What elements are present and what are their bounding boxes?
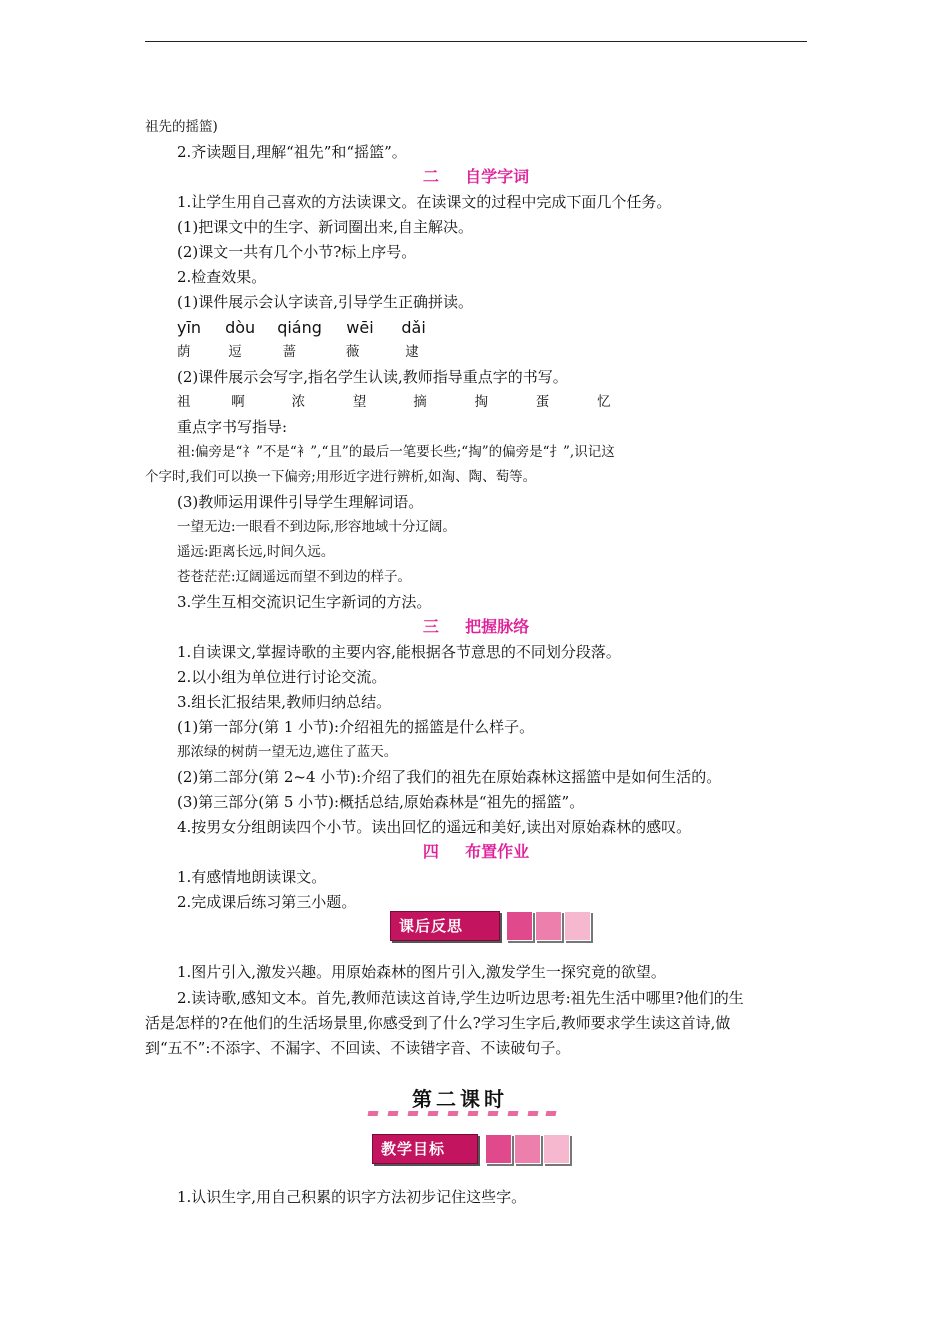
paragraph: 1.有感情地朗读课文。 <box>177 868 327 886</box>
paragraph: 祖:偏旁是“礻”不是“衤”,“且”的最后一笔要长些;“掏”的偏旁是“扌”,识记这 <box>177 444 615 460</box>
reflection-banner <box>390 911 600 941</box>
paragraph: 到“五不”:不添字、不漏字、不回读、不读错字音、不读破句子。 <box>145 1039 571 1057</box>
section-number: 四 <box>422 842 439 861</box>
char: 望 <box>352 394 367 410</box>
quote: 那浓绿的树荫一望无边,遮住了蓝天。 <box>177 744 398 760</box>
banner-square <box>485 1134 512 1164</box>
char: 忆 <box>597 394 611 410</box>
char: 啊 <box>231 394 245 410</box>
paragraph: 1.自读课文,掌握诗歌的主要内容,能根据各节意思的不同划分段落。 <box>177 643 621 661</box>
paragraph: 2.完成课后练习第三小题。 <box>177 893 357 911</box>
section-number: 二 <box>422 167 439 186</box>
paragraph: (3)第三部分(第 5 小节):概括总结,原始森林是“祖先的摇篮”。 <box>177 793 585 811</box>
banner-label: 教学目标 <box>372 1134 478 1164</box>
char: 掏 <box>474 394 488 410</box>
char: 蔷 <box>282 344 297 360</box>
banner-square <box>543 1134 570 1164</box>
dash <box>546 1111 557 1116</box>
pinyin: dòu <box>225 318 256 337</box>
dash <box>428 1111 439 1116</box>
char: 蛋 <box>535 394 550 410</box>
dash <box>368 1111 379 1116</box>
dash <box>488 1111 499 1116</box>
paragraph: (2)课文一共有几个小节?标上序号。 <box>177 243 417 261</box>
paragraph: 2.齐读题目,理解“祖先”和“摇篮”。 <box>177 143 407 161</box>
pinyin: wēi <box>346 318 374 337</box>
dash <box>448 1111 459 1116</box>
char: 逮 <box>405 344 419 360</box>
paragraph: 3.学生互相交流识记生字新词的方法。 <box>177 593 432 611</box>
paragraph: (2)课件展示会写字,指名学生认读,教师指导重点字的书写。 <box>177 368 568 386</box>
char: 荫 <box>177 344 191 360</box>
dash <box>508 1111 519 1116</box>
paragraph: 重点字书写指导: <box>177 418 288 436</box>
header-rule <box>145 41 807 42</box>
section-heading-3 <box>145 614 807 639</box>
section-title: 自学字词 <box>465 167 530 186</box>
paragraph: (1)第一部分(第 1 小节):介绍祖先的摇篮是什么样子。 <box>177 718 535 736</box>
banner-square <box>535 911 562 941</box>
dash <box>468 1111 479 1116</box>
banner-square <box>564 911 591 941</box>
banner-label: 课后反思 <box>390 911 500 941</box>
paragraph: 1.图片引入,激发兴趣。用原始森林的图片引入,激发学生一探究竟的欲望。 <box>177 963 666 981</box>
paragraph: 2.读诗歌,感知文本。首先,教师范读这首诗,学生边听边思考:祖先生活中哪里?他们的生 <box>177 989 744 1007</box>
paragraph: 4.按男女分组朗读四个小节。读出回忆的遥远和美好,读出对原始森林的感叹。 <box>177 818 692 836</box>
char: 薇 <box>345 344 360 360</box>
char: 摘 <box>413 394 427 410</box>
word-definition: 苍苍茫茫:辽阔遥远而望不到边的样子。 <box>177 569 412 585</box>
pinyin: yīn <box>177 318 202 337</box>
paragraph: (1)把课文中的生字、新词圈出来,自主解决。 <box>177 218 474 236</box>
dash <box>408 1111 419 1116</box>
banner-square <box>514 1134 541 1164</box>
pinyin: dǎi <box>401 318 426 337</box>
paragraph: 3.组长汇报结果,教师归纳总结。 <box>177 693 392 711</box>
section-title: 把握脉络 <box>465 617 530 636</box>
banner-square <box>506 911 533 941</box>
paragraph: 2.检查效果。 <box>177 268 267 286</box>
paragraph: 2.以小组为单位进行讨论交流。 <box>177 668 387 686</box>
lesson-title: 第二课时 <box>412 1087 508 1111</box>
continuation-text: 祖先的摇篮) <box>145 119 218 135</box>
section-title: 布置作业 <box>465 842 530 861</box>
title-underline <box>368 1109 558 1119</box>
char: 浓 <box>291 394 306 410</box>
char: 逗 <box>228 344 242 360</box>
section-heading-2 <box>145 164 807 189</box>
recognize-chars-row <box>145 340 839 365</box>
word-definition: 一望无边:一眼看不到边际,形容地域十分辽阔。 <box>177 519 456 535</box>
paragraph: 个字时,我们可以换一下偏旁;用形近字进行辨析,如淘、陶、萄等。 <box>145 469 537 485</box>
paragraph: 活是怎样的?在他们的生活场景里,你感受到了什么?学习生字后,教师要求学生读这首诗,做 <box>145 1014 731 1032</box>
pinyin: qiáng <box>277 318 322 337</box>
word-definition: 遥远:距离长远,时间久远。 <box>177 544 335 560</box>
objectives-banner <box>372 1134 582 1164</box>
dash <box>528 1111 539 1116</box>
paragraph: 1.认识生字,用自己积累的识字方法初步记住这些字。 <box>177 1188 527 1206</box>
section-heading-4 <box>145 839 807 864</box>
pinyin-row <box>145 315 839 340</box>
paragraph: 1.让学生用自己喜欢的方法读课文。在读课文的过程中完成下面几个任务。 <box>177 193 672 211</box>
paragraph: (2)第二部分(第 2~4 小节):介绍了我们的祖先在原始森林这摇篮中是如何生活的。 <box>177 768 722 786</box>
paragraph: (1)课件展示会认字读音,引导学生正确拼读。 <box>177 293 474 311</box>
section-number: 三 <box>422 617 439 636</box>
write-chars-row <box>145 390 839 415</box>
char: 祖 <box>177 394 191 410</box>
paragraph: (3)教师运用课件引导学生理解词语。 <box>177 493 424 511</box>
dash <box>388 1111 399 1116</box>
